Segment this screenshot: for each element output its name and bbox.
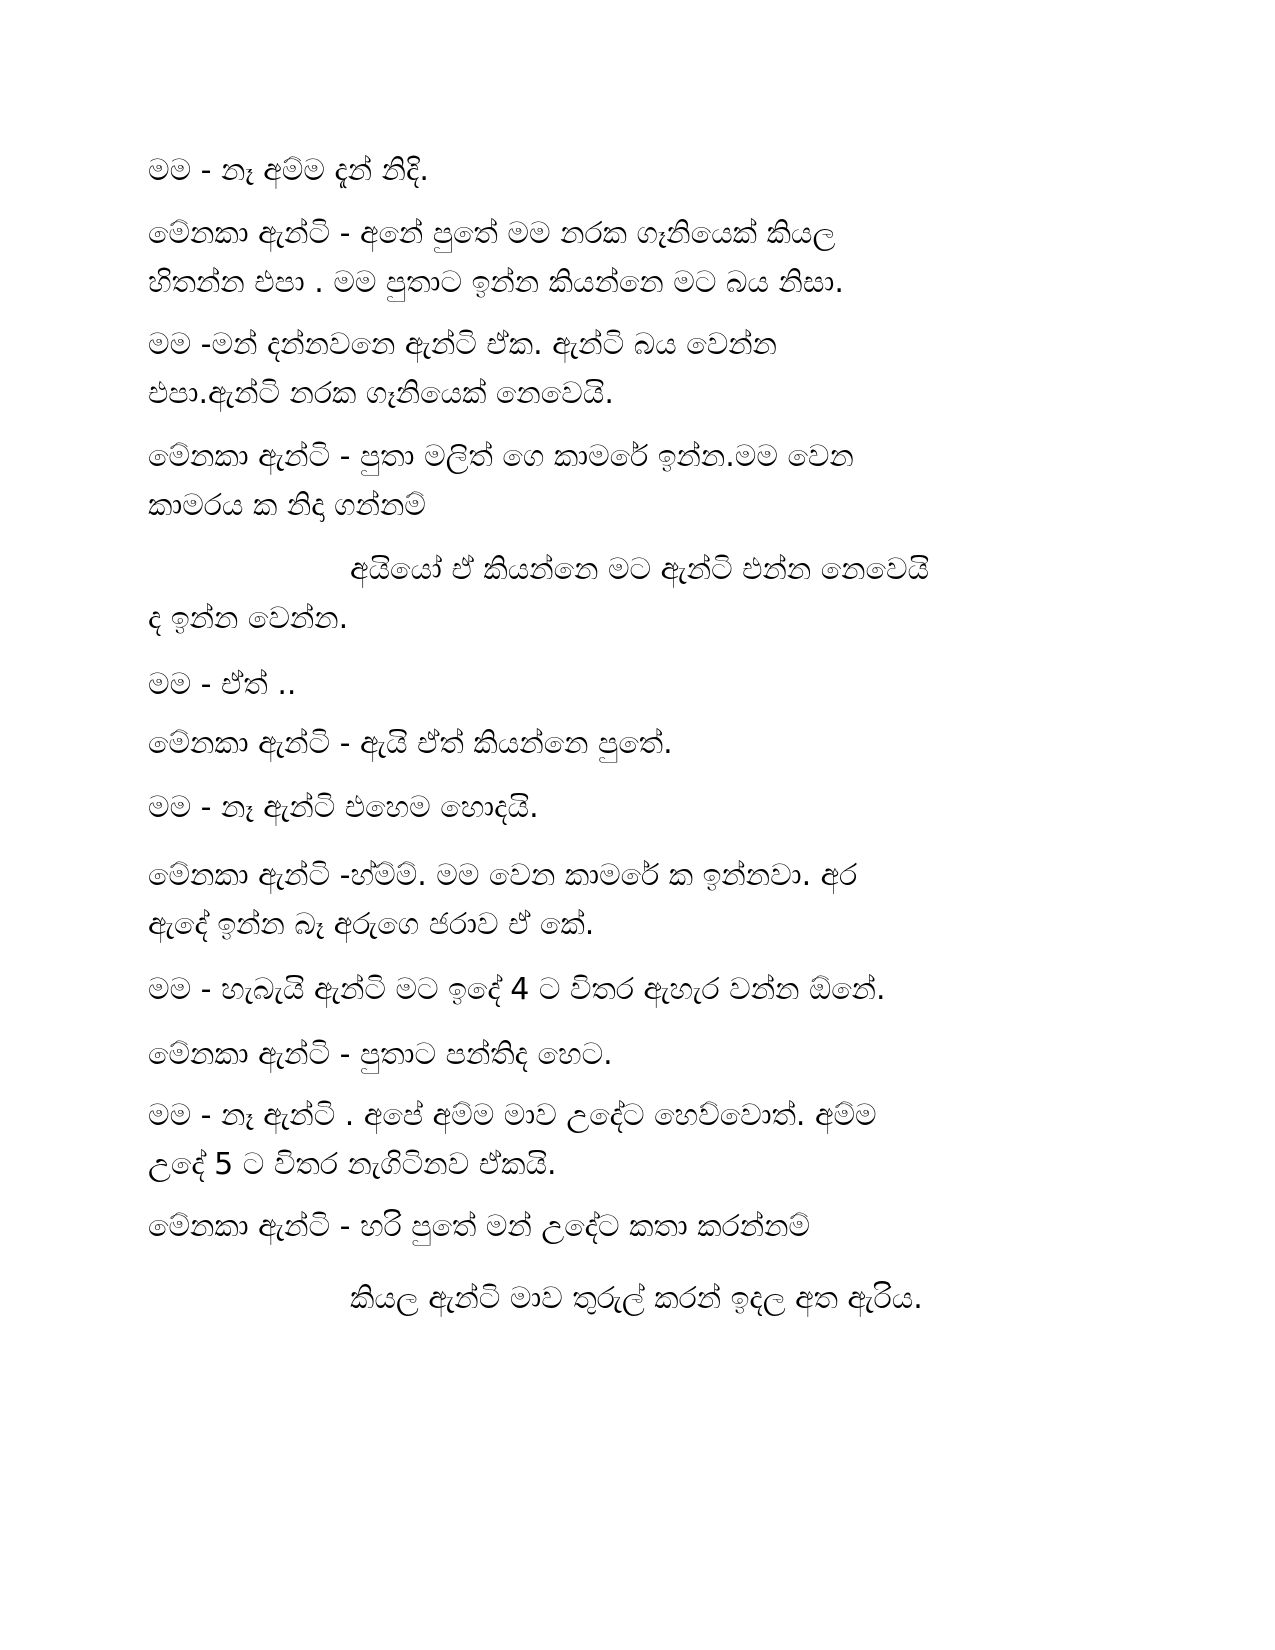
text-line: මම - ඒත් .. [148,667,297,702]
text-line: උදේ 5 ට විතර නැගිටිනව ඒකයි. [148,1147,557,1182]
text-line: කාමරය ක නිදා ගන්නම් [148,488,426,523]
text-line: මේනකා ඇන්ටි - පුතා මලිත් ගෙ කාමරේ ඉන්න.මම වෙන [148,439,854,474]
text-line: එපා.ඇන්ටි නරක ගෑනියෙක් නෙවෙයි. [148,376,614,411]
text-line: මේනකා ඇන්ටි - හරි පුතේ මන් උදේට කතා කරන්නම් [148,1209,811,1244]
text-line: කියල ඇන්ටි මාව තුරුල් කරන් ඉදල අත ඇරිය. [350,1281,923,1316]
text-line: මම - නෑ ඇන්ටි . අපේ අම්ම මාව උදේට හෙව්වොත්. අම්ම [148,1098,877,1133]
text-line: ඇදේ ඉන්න බෑ අරුගෙ ජරාව ඒ කේ. [148,907,595,942]
text-line: අයියෝ ඒ කියන්නෙ මට ඇන්ටි එන්න නෙවෙයි [350,552,930,587]
text-line: මම -මන් දන්නවනෙ ඇන්ටි ඒක. ඇන්ටි බය වෙන්න [148,327,778,362]
text-line: මම - නෑ අම්ම දැන් නිදි. [148,153,429,188]
text-line: මේනකා ඇන්ටි -හ්ම්ම්. මම වෙන කාමරේ ක ඉන්නවා. අර [148,858,858,893]
text-line: මේනකා ඇන්ටි - අනේ පුතේ මම නරක ගෑනියෙක් කියල [148,216,836,251]
text-line: මම - නෑ ඇන්ටි එහෙම හොදයි. [148,790,539,825]
text-line: මම - හැබැයි ඇන්ටි මට ඉදේ 4 ට විතර ඇහැර වන්න ඕනේ. [148,972,886,1007]
text-line: හිතන්න එපා . මම පුතාට ඉන්න කියන්නෙ මට බය නිසා. [148,265,844,300]
text-line: මේනකා ඇන්ටි - පුතාට පන්තිද හෙට. [148,1037,613,1072]
text-line: මේනකා ඇන්ටි - ඇයි ඒත් කියන්නෙ පුතේ. [148,726,673,761]
text-line: ද ඉන්න වෙන්න. [148,601,349,636]
